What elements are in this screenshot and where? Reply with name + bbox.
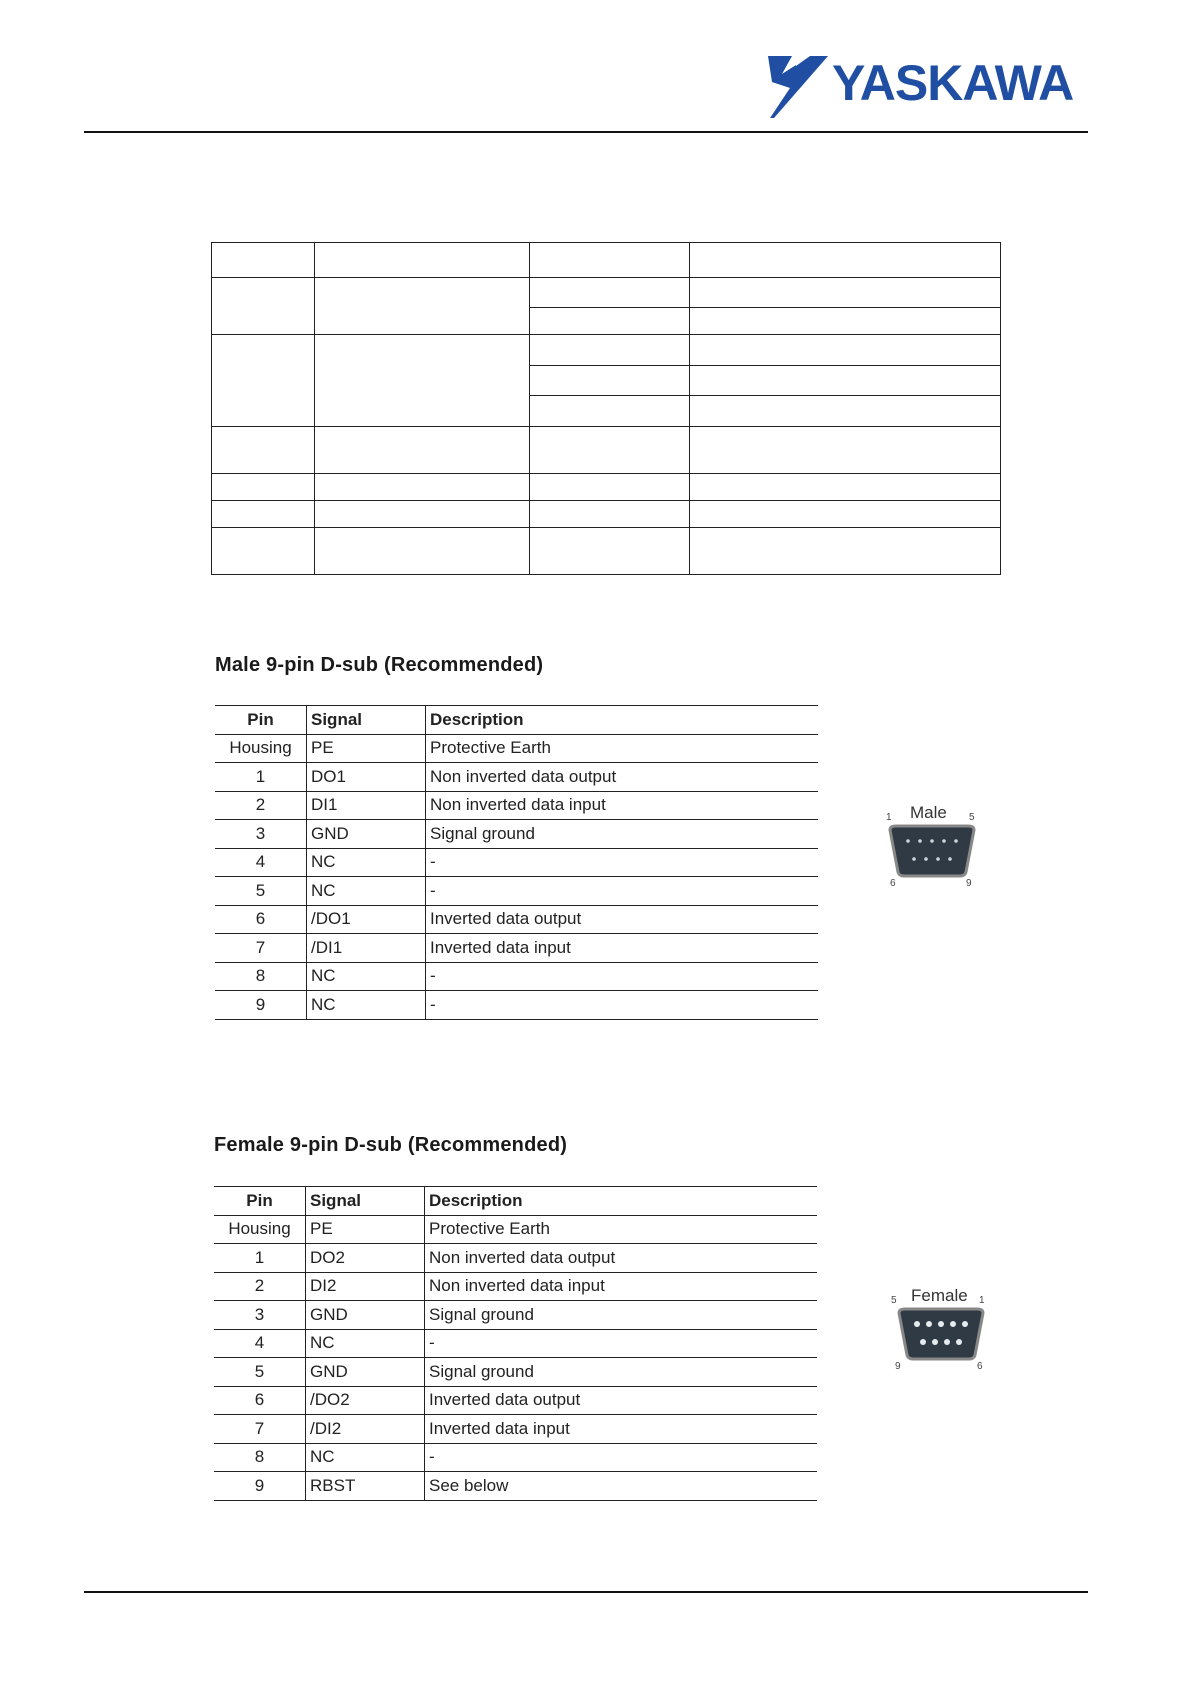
pin-cell: 6 [214,1386,306,1415]
description-cell: See below [425,1472,818,1501]
description-cell: Non inverted data output [425,1244,818,1273]
signal-cell: NC [307,991,426,1020]
grid-cell [315,501,530,528]
description-cell: Inverted data input [426,934,819,963]
signal-cell: GND [306,1301,425,1330]
female-title: Female 9-pin D-sub (Recommended) [214,1134,568,1156]
pin-cell: 4 [215,848,307,877]
signal-cell: NC [307,877,426,906]
male-title: Male 9-pin D-sub (Recommended) [215,654,544,676]
grid-cell [530,243,690,278]
header-description: Description [426,706,819,735]
yaskawa-logo [766,52,1088,122]
table-row [214,1329,817,1358]
pin-cell: 8 [215,962,307,991]
description-cell: Inverted data output [425,1386,818,1415]
signal-cell: /DO1 [307,905,426,934]
grid-cell [690,396,1001,427]
pin-cell: 4 [214,1329,306,1358]
header-signal: Signal [306,1187,425,1216]
table-row [215,791,818,820]
yaskawa-logo-icon [766,52,830,120]
grid-cell [212,474,315,501]
table-header-row [215,706,818,735]
male-pin-table [215,705,818,1020]
description-cell: - [426,848,819,877]
signal-cell: GND [306,1358,425,1387]
signal-cell: RBST [306,1472,425,1501]
pin-cell: 3 [215,820,307,849]
signal-cell: DO2 [306,1244,425,1273]
grid-cell [212,243,315,278]
signal-cell: NC [306,1329,425,1358]
table-row [214,1472,817,1501]
pin-cell: Housing [215,734,307,763]
signal-cell: /DO2 [306,1386,425,1415]
signal-cell: PE [307,734,426,763]
grid-cell [530,278,690,308]
description-cell: - [425,1443,818,1472]
signal-cell: NC [306,1443,425,1472]
description-cell: Non inverted data input [425,1272,818,1301]
pin-cell: 8 [214,1443,306,1472]
female-table-body [214,1215,817,1500]
female-connector [885,1283,995,1373]
pin-cell: 3 [214,1301,306,1330]
description-cell: Inverted data output [426,905,819,934]
table-row [214,1301,817,1330]
grid-cell [690,366,1001,396]
table-header-row [214,1187,817,1216]
female-dsub-icon [891,1307,991,1363]
pin-cell: Housing [214,1215,306,1244]
signal-cell: GND [307,820,426,849]
brand-name: YASKAWA [832,55,1074,111]
female-pin-table [214,1186,817,1501]
description-cell: - [425,1329,818,1358]
table-row [215,734,818,763]
pin-cell: 5 [215,877,307,906]
grid-cell [212,528,315,575]
grid-cell [212,335,315,427]
description-cell: - [426,877,819,906]
pin-cell: 1 [215,763,307,792]
signal-cell: NC [307,848,426,877]
table-row [215,877,818,906]
grid-cell [530,308,690,335]
table-row [214,1358,817,1387]
grid-cell [212,427,315,474]
grid-cell [530,501,690,528]
description-cell: Signal ground [426,820,819,849]
male-connector [876,800,986,890]
table-row [215,763,818,792]
male-pin-5-label: 5 [969,812,975,823]
table-row [214,1215,817,1244]
grid-cell [530,366,690,396]
male-connector-label: Male [910,803,947,822]
header-pin: Pin [214,1187,306,1216]
description-cell: Signal ground [425,1301,818,1330]
pin-cell: 7 [215,934,307,963]
male-pin-9-label: 9 [966,878,972,889]
grid-cell [690,308,1001,335]
grid-cell [315,474,530,501]
description-cell: Inverted data input [425,1415,818,1444]
grid-cell [530,427,690,474]
female-pin-5-label: 5 [891,1295,897,1306]
grid-cell [315,427,530,474]
pin-cell: 6 [215,905,307,934]
table-row [215,905,818,934]
table-row [215,991,818,1020]
grid-cell [690,474,1001,501]
footer-rule [84,1591,1088,1593]
female-pin-9-label: 9 [895,1361,901,1372]
pin-cell: 9 [215,991,307,1020]
grid-cell [212,501,315,528]
pin-cell: 7 [214,1415,306,1444]
grid-cell [690,528,1001,575]
header-rule [84,131,1088,133]
grid-cell [315,243,530,278]
table-row [214,1443,817,1472]
table-row [214,1272,817,1301]
male-dsub-icon [882,824,982,880]
grid-cell [530,474,690,501]
signal-cell: DO1 [307,763,426,792]
pin-cell: 1 [214,1244,306,1273]
grid-cell [690,278,1001,308]
table-row [214,1244,817,1273]
female-pin-1-label: 1 [979,1295,985,1306]
description-cell: Non inverted data input [426,791,819,820]
grid-cell [315,528,530,575]
pin-cell: 2 [215,791,307,820]
signal-cell: NC [307,962,426,991]
pin-cell: 5 [214,1358,306,1387]
signal-cell: DI2 [306,1272,425,1301]
empty-grid-table [211,242,1001,575]
description-cell: Protective Earth [425,1215,818,1244]
male-pin-1-label: 1 [886,812,892,823]
grid-cell [530,396,690,427]
pin-cell: 9 [214,1472,306,1501]
grid-cell [530,528,690,575]
pin-cell: 2 [214,1272,306,1301]
grid-cell [690,427,1001,474]
male-pin-6-label: 6 [890,878,896,889]
grid-cell [212,278,315,335]
signal-cell: /DI2 [306,1415,425,1444]
grid-cell [315,278,530,335]
female-pin-6-label: 6 [977,1361,983,1372]
table-row [215,934,818,963]
table-row [215,848,818,877]
grid-cell [690,501,1001,528]
description-cell: - [426,991,819,1020]
male-table-body [215,734,818,1019]
table-row [215,820,818,849]
signal-cell: PE [306,1215,425,1244]
table-row [214,1386,817,1415]
female-connector-label: Female [911,1286,968,1305]
description-cell: - [426,962,819,991]
header-pin: Pin [215,706,307,735]
header-signal: Signal [307,706,426,735]
signal-cell: /DI1 [307,934,426,963]
table-row [215,962,818,991]
signal-cell: DI1 [307,791,426,820]
header-description: Description [425,1187,818,1216]
table-row [214,1415,817,1444]
grid-cell [530,335,690,366]
grid-cell [690,243,1001,278]
grid-cell [315,335,530,427]
description-cell: Signal ground [425,1358,818,1387]
description-cell: Non inverted data output [426,763,819,792]
grid-cell [690,335,1001,366]
description-cell: Protective Earth [426,734,819,763]
